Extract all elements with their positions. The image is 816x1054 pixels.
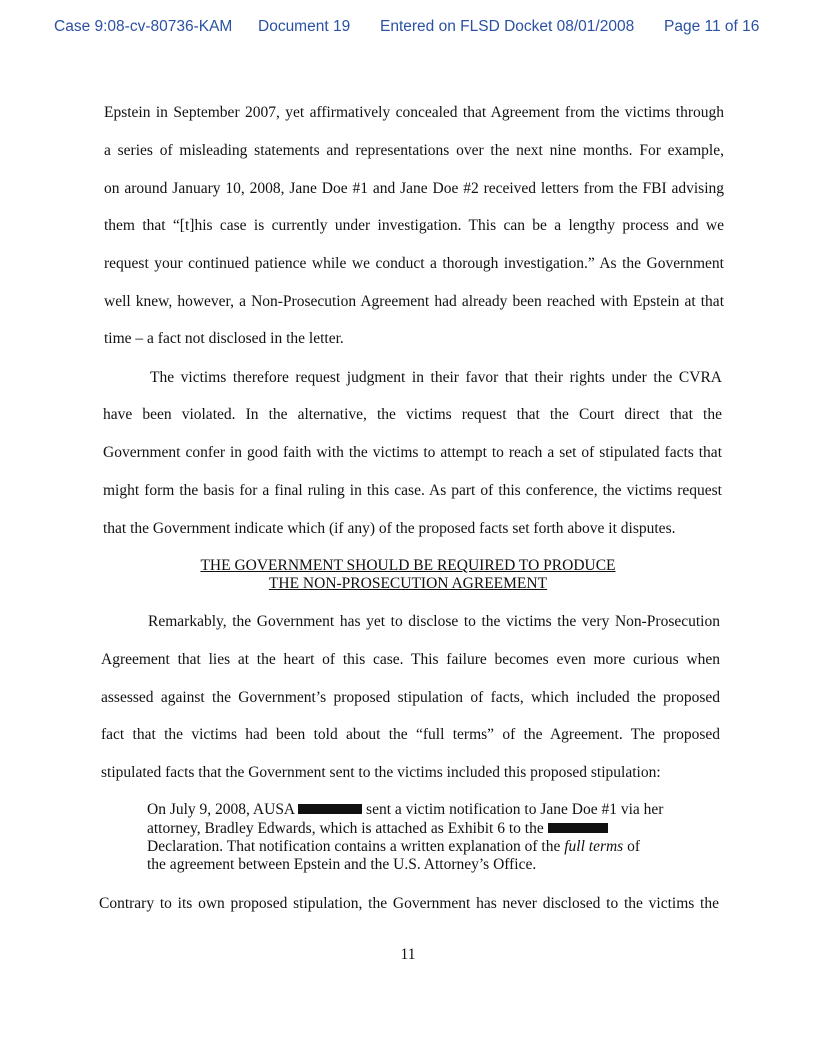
paragraph-line: fact that the victims had been told about the “full terms” of the Agreement. The proposed	[101, 726, 720, 743]
paragraph-line: them that “[t]his case is currently under investigation. This can be a lengthy process and we	[104, 217, 724, 234]
paragraph-line: on around January 10, 2008, Jane Doe #1 and Jane Doe #2 received letters from the FBI advising	[104, 180, 724, 197]
paragraph-line: Government confer in good faith with the victims to attempt to reach a set of stipulated facts that	[103, 444, 722, 461]
paragraph-line: that the Government indicate which (if any) of the proposed facts set forth above it disputes.	[103, 520, 676, 537]
redaction-mark	[298, 804, 362, 814]
paragraph-line: Contrary to its own proposed stipulation, the Government has never disclosed to the victims the	[99, 895, 719, 912]
quote-text: of	[627, 838, 641, 855]
quote-line: the agreement between Epstein and the U.S. Attorney’s Office.	[147, 856, 537, 873]
section-heading-line: THE GOVERNMENT SHOULD BE REQUIRED TO PRODUCE	[200, 557, 616, 574]
page-number: 11	[400, 946, 416, 963]
paragraph-line: Epstein in September 2007, yet affirmatively concealed that Agreement from the victims through	[104, 104, 724, 121]
paragraph-line: Remarkably, the Government has yet to disclose to the victims the very Non-Prosecution	[148, 613, 720, 630]
quote-line	[147, 820, 608, 838]
section-heading	[0, 557, 816, 575]
header-case-number: Case 9:08-cv-80736-KAM	[54, 18, 233, 35]
paragraph-line: The victims therefore request judgment in their favor that their rights under the CVRA	[150, 369, 722, 386]
quote-line	[147, 838, 640, 856]
docket-header	[0, 18, 816, 40]
quote-line	[147, 801, 663, 819]
paragraph-line: might form the basis for a final ruling in this case. As part of this conference, the victims request	[103, 482, 722, 499]
header-page-count: Page 11 of 16	[664, 18, 760, 35]
header-docket-entry: Entered on FLSD Docket 08/01/2008	[380, 18, 635, 35]
redaction-mark	[548, 823, 608, 833]
paragraph-line: request your continued patience while we conduct a thorough investigation.” As the Government	[104, 255, 724, 272]
paragraph-line: stipulated facts that the Government sent to the victims included this proposed stipulation:	[101, 764, 661, 781]
quote-text: On July 9, 2008, AUSA	[147, 801, 295, 818]
paragraph-line: a series of misleading statements and representations over the next nine months. For example,	[104, 142, 724, 159]
paragraph-line: Agreement that lies at the heart of this case. This failure becomes even more curious when	[101, 651, 720, 668]
paragraph-line: time – a fact not disclosed in the letter.	[104, 330, 344, 347]
header-document-number: Document 19	[258, 18, 351, 35]
section-heading	[0, 575, 816, 593]
section-heading-line: THE NON-PROSECUTION AGREEMENT	[268, 575, 548, 592]
paragraph-line: assessed against the Government’s proposed stipulation of facts, which included the proposed	[101, 689, 720, 706]
paragraph-line: have been violated. In the alternative, the victims request that the Court direct that the	[103, 406, 722, 423]
quote-emphasis: full terms	[564, 838, 624, 855]
quote-text: Declaration. That notification contains a written explanation of the	[147, 838, 561, 855]
paragraph-line: well knew, however, a Non-Prosecution Agreement had already been reached with Epstein at that	[104, 293, 724, 310]
quote-text: sent a victim notification to Jane Doe #1 via her	[366, 801, 664, 818]
quote-text: attorney, Bradley Edwards, which is attached as Exhibit 6 to the	[147, 820, 544, 837]
